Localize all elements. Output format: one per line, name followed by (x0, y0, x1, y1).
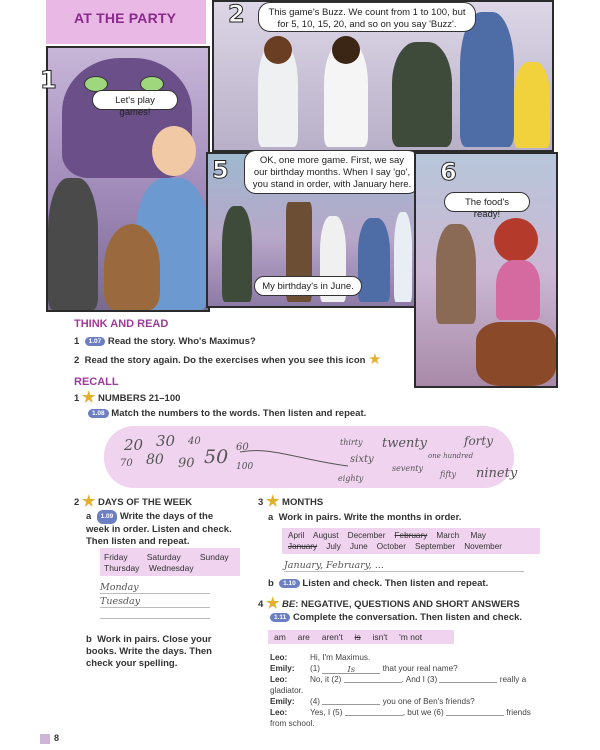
food-table (476, 322, 556, 386)
line-text: . And I (3) (401, 675, 438, 684)
think-read-heading: THINK AND READ (74, 318, 169, 330)
dark-hooded-kid (48, 178, 98, 310)
day-word: Friday (104, 552, 128, 562)
word-item: fifty (440, 470, 457, 479)
month-word: January (288, 542, 318, 551)
star-icon: ★ (265, 595, 280, 612)
number-item: 80 (146, 452, 164, 468)
answer-blank[interactable]: Is (322, 665, 380, 674)
days-box (100, 548, 240, 576)
months-row (288, 531, 486, 540)
sub-label: b (268, 578, 274, 589)
item-number: 1 (74, 336, 80, 347)
instruction-text: Work in pairs. Write the months in order. (278, 512, 462, 523)
speaker: Leo: (270, 653, 288, 662)
number-item: 60 (236, 442, 249, 453)
exercise-number: 3 (258, 497, 264, 508)
ex3b-instruction (268, 578, 488, 589)
word-item: seventy (392, 464, 423, 473)
number-item: 100 (236, 462, 254, 472)
instruction-text: Complete the conversation. Then listen and check. (292, 612, 523, 623)
box-word: is (354, 632, 361, 642)
instruction-text: Write the days of the week in order. Listen and check. Then listen and repeat. (86, 511, 232, 547)
month-word: July (326, 542, 341, 551)
girl-pink-dress (496, 260, 540, 320)
item-number: 2 (74, 355, 80, 366)
audio-track-badge[interactable]: 1.08 (88, 409, 109, 418)
boy-face (152, 126, 196, 176)
box-word: am (274, 632, 286, 642)
audio-track-badge[interactable]: 1.11 (270, 613, 290, 622)
month-word: April (288, 531, 305, 540)
answer-line[interactable]: January, February, ... (284, 560, 524, 572)
word-item: one hundred (428, 452, 474, 460)
speech-bubble-6: The food's ready! (444, 192, 530, 212)
think-item-1 (74, 336, 256, 347)
month-word: October (376, 542, 406, 551)
month-word: June (349, 542, 368, 551)
word-item: ninety (476, 466, 518, 481)
panel-number-1: 1 (40, 66, 57, 94)
sub-label: a (268, 512, 274, 523)
day-word: Wednesday (148, 563, 194, 573)
months-row (288, 542, 502, 551)
exercise-number: 2 (74, 497, 80, 508)
line-text: (4) (310, 697, 321, 706)
instruction-text: Work in pairs. Close your books. Write the days. Then check your spelling. (86, 634, 212, 669)
background-kids (436, 224, 476, 324)
exercise-title-emphasis: BE (282, 599, 296, 610)
panel-number-5: 5 (212, 156, 229, 184)
comic-panel-1 (46, 46, 210, 312)
number-item: 30 (156, 432, 176, 450)
exercise-title: : NEGATIVE, QUESTIONS AND SHORT ANSWERS (295, 599, 520, 610)
sub-label: b (86, 634, 92, 645)
star-icon: ★ (265, 493, 280, 510)
month-word: February (394, 531, 428, 540)
line-text: friends from school. (270, 708, 531, 728)
page-number: 8 (54, 733, 60, 743)
speaker: Emily: (270, 664, 295, 673)
months-box (282, 528, 540, 554)
box-word: isn't (372, 632, 388, 642)
page-title: AT THE PARTY (74, 10, 177, 26)
comic-panel-6 (414, 152, 558, 388)
doctor-head (332, 36, 360, 64)
instruction-text: Match the numbers to the words. Then listen and repeat. (111, 408, 367, 419)
line-text: really a gladiator. (270, 675, 527, 695)
line-text: that your real name? (382, 664, 458, 673)
panel-number-2: 2 (228, 0, 245, 28)
girl-head (264, 36, 292, 64)
star-icon: ★ (81, 389, 96, 406)
speaker: Leo: (270, 675, 288, 684)
star-icon: ★ (368, 351, 382, 368)
number-item: 50 (204, 446, 229, 468)
box-word: 'm not (399, 632, 423, 642)
ex3-title (258, 493, 324, 510)
box-word: are (297, 632, 310, 642)
instruction-text: Listen and check. Then listen and repeat. (302, 578, 489, 589)
days-row (104, 563, 194, 573)
audio-track-badge[interactable]: 1.09 (97, 510, 118, 524)
think-item-2 (74, 351, 382, 368)
ex3a-instruction (268, 512, 461, 523)
exercise-title: NUMBERS 21–100 (98, 393, 181, 404)
speech-bubble-2: This game's Buzz. We count from 1 to 100, but for 5, 10, 15, 20, and so on you say 'Buzz'. (258, 2, 476, 32)
doctor-girl (394, 212, 412, 302)
exercise-title: DAYS OF THE WEEK (98, 497, 193, 508)
ex4-title (258, 595, 520, 612)
speech-bubble-1: Let's play games! (92, 90, 178, 110)
speaker: Leo: (270, 708, 288, 717)
days-row (104, 552, 229, 562)
answer-line[interactable]: Monday (100, 582, 210, 594)
answer-blank[interactable] (345, 707, 403, 716)
word-item: forty (464, 434, 494, 448)
answer-line[interactable] (100, 618, 210, 619)
exercise-title: MONTHS (282, 497, 324, 508)
ex2b-instruction (86, 634, 236, 670)
answer-blank[interactable] (446, 707, 504, 716)
ex1-title (74, 389, 181, 406)
word-item: twenty (382, 436, 427, 451)
answer-blank[interactable] (344, 674, 402, 683)
answer-blank[interactable] (322, 696, 380, 705)
day-word: Thursday (104, 563, 140, 573)
month-word: November (464, 542, 502, 551)
word-item: sixty (350, 454, 374, 465)
banana-costume (514, 62, 550, 148)
girl-back (104, 224, 160, 310)
line-text: (1) (310, 664, 321, 673)
superhero-boy (460, 12, 514, 147)
instruction-text: Read the story. Who's Maximus? (107, 336, 256, 347)
word-row (274, 632, 422, 642)
ex2-title (74, 493, 193, 510)
answer-line[interactable]: Tuesday (100, 596, 210, 608)
box-word: aren't (321, 632, 343, 642)
superhero-boy (358, 218, 390, 302)
answer-blank[interactable] (439, 674, 497, 683)
line-text: No, it (2) (310, 675, 342, 684)
ex2a-instruction (86, 510, 236, 548)
month-word: May (470, 531, 487, 540)
dialogue-line (270, 674, 540, 696)
month-word: March (436, 531, 460, 540)
girl-red-hair (494, 218, 538, 262)
exercise-number: 4 (258, 599, 264, 610)
line-text: Hi, I'm Maximus. (310, 653, 371, 662)
number-item: 40 (188, 436, 201, 447)
ex4-instruction (270, 612, 522, 623)
speech-bubble-5: OK, one more game. First, we say our birthday months. When I say 'go', you stand in order, with January here. (244, 150, 420, 194)
line-text: Yes, I (5) (310, 708, 343, 717)
ex1-instruction (88, 408, 366, 419)
dialogue (270, 652, 540, 729)
instruction-text: Read the story again. Do the exercises when you see this icon (84, 355, 366, 366)
word-item: eighty (338, 474, 364, 483)
speech-bubble-5b: My birthday's in June. (254, 276, 362, 296)
witch-figure (222, 206, 252, 302)
number-item: 90 (178, 456, 195, 471)
dialogue-line (270, 707, 540, 729)
line-text: you one of Ben's friends? (382, 697, 475, 706)
dialogue-line (270, 696, 540, 707)
audio-track-badge[interactable]: 1.10 (279, 579, 300, 588)
number-item: 20 (124, 436, 144, 454)
page-corner-decoration (40, 734, 50, 744)
recall-heading: RECALL (74, 376, 119, 388)
audio-track-badge[interactable]: 1.07 (85, 337, 106, 346)
month-word: December (347, 531, 386, 540)
day-word: Saturday (146, 552, 181, 562)
word-item: thirty (340, 438, 363, 447)
sub-label: a (86, 511, 92, 522)
number-item: 70 (120, 458, 133, 469)
dialogue-line (270, 652, 540, 663)
line-text: , but we (6) (402, 708, 444, 717)
star-icon: ★ (81, 493, 96, 510)
speaker: Emily: (270, 697, 295, 706)
panel-number-6: 6 (440, 158, 457, 186)
witch-figure (392, 42, 452, 147)
day-word: Sunday (199, 552, 229, 562)
month-word: August (313, 531, 339, 540)
month-word: September (415, 542, 456, 551)
dialogue-line (270, 663, 540, 674)
exercise-number: 1 (74, 393, 80, 404)
word-box (268, 630, 454, 644)
